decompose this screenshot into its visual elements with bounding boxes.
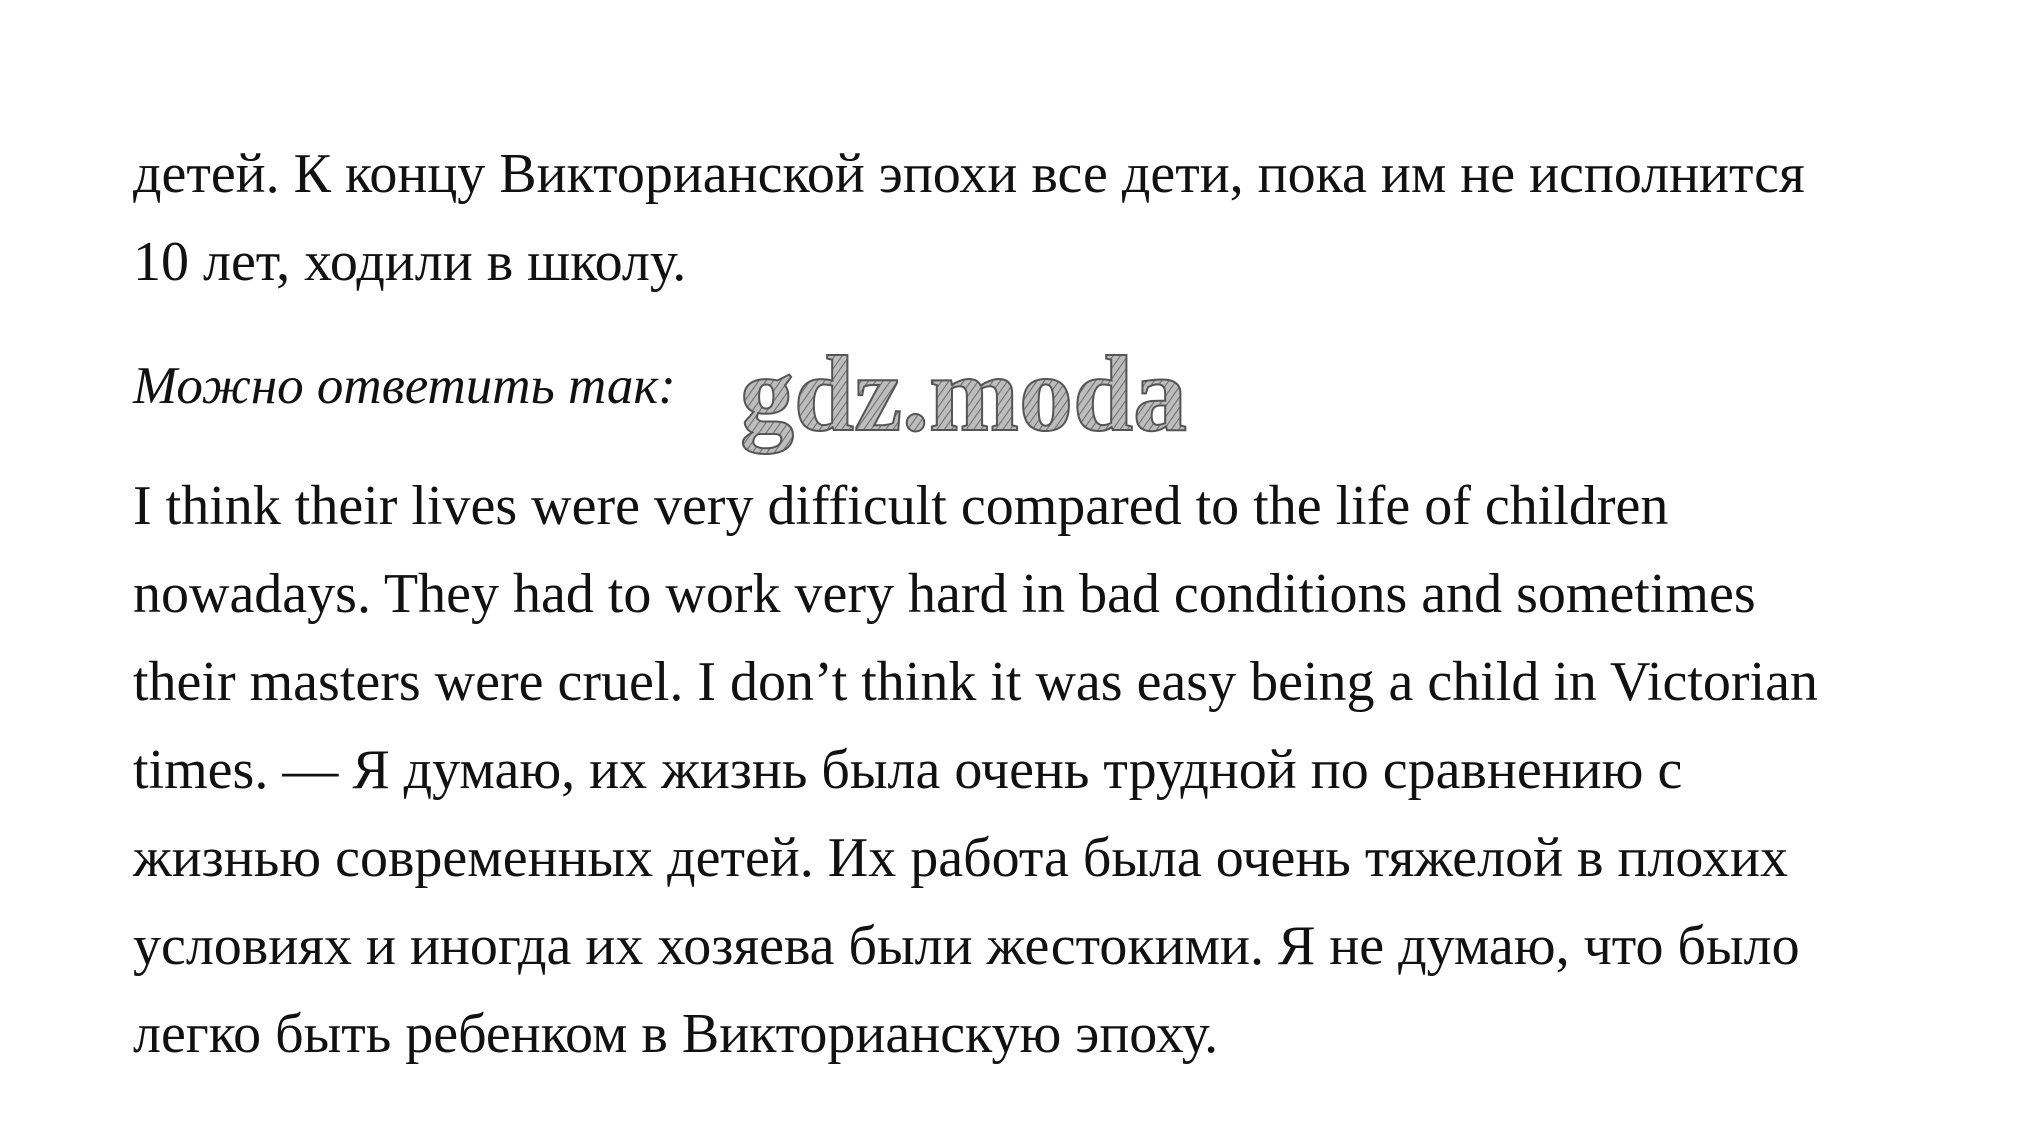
watermark-logo <box>735 330 1315 470</box>
text-line: their masters were cruel. I don’t think it was easy being a child in Victorian <box>133 651 1818 713</box>
paragraph-answer <box>133 462 1993 1078</box>
text-line: легко быть ребенком в Викторианскую эпоху. <box>133 1003 1219 1065</box>
text-line: nowadays. They had to work very hard in bad conditions and sometimes <box>133 563 1756 625</box>
watermark-graphic <box>735 330 1315 470</box>
watermark-text: gdz.moda <box>740 335 1188 454</box>
text-line: жизнью современных детей. Их работа была очень тяжелой в плохих <box>133 827 1788 889</box>
text-line: times. — Я думаю, их жизнь была очень трудной по сравнению с <box>133 739 1683 801</box>
text-line: детей. К концу Викторианской эпохи все дети, пока им не исполнится <box>133 143 1805 205</box>
text-line: условиях и иногда их хозяева были жестокими. Я не думаю, что было <box>133 915 1800 977</box>
paragraph-intro <box>133 130 1993 306</box>
text-line: I think their lives were very difficult compared to the life of children <box>133 475 1669 537</box>
answer-prompt: Можно ответить так: <box>133 357 676 415</box>
text-line: 10 лет, ходили в школу. <box>133 231 687 293</box>
